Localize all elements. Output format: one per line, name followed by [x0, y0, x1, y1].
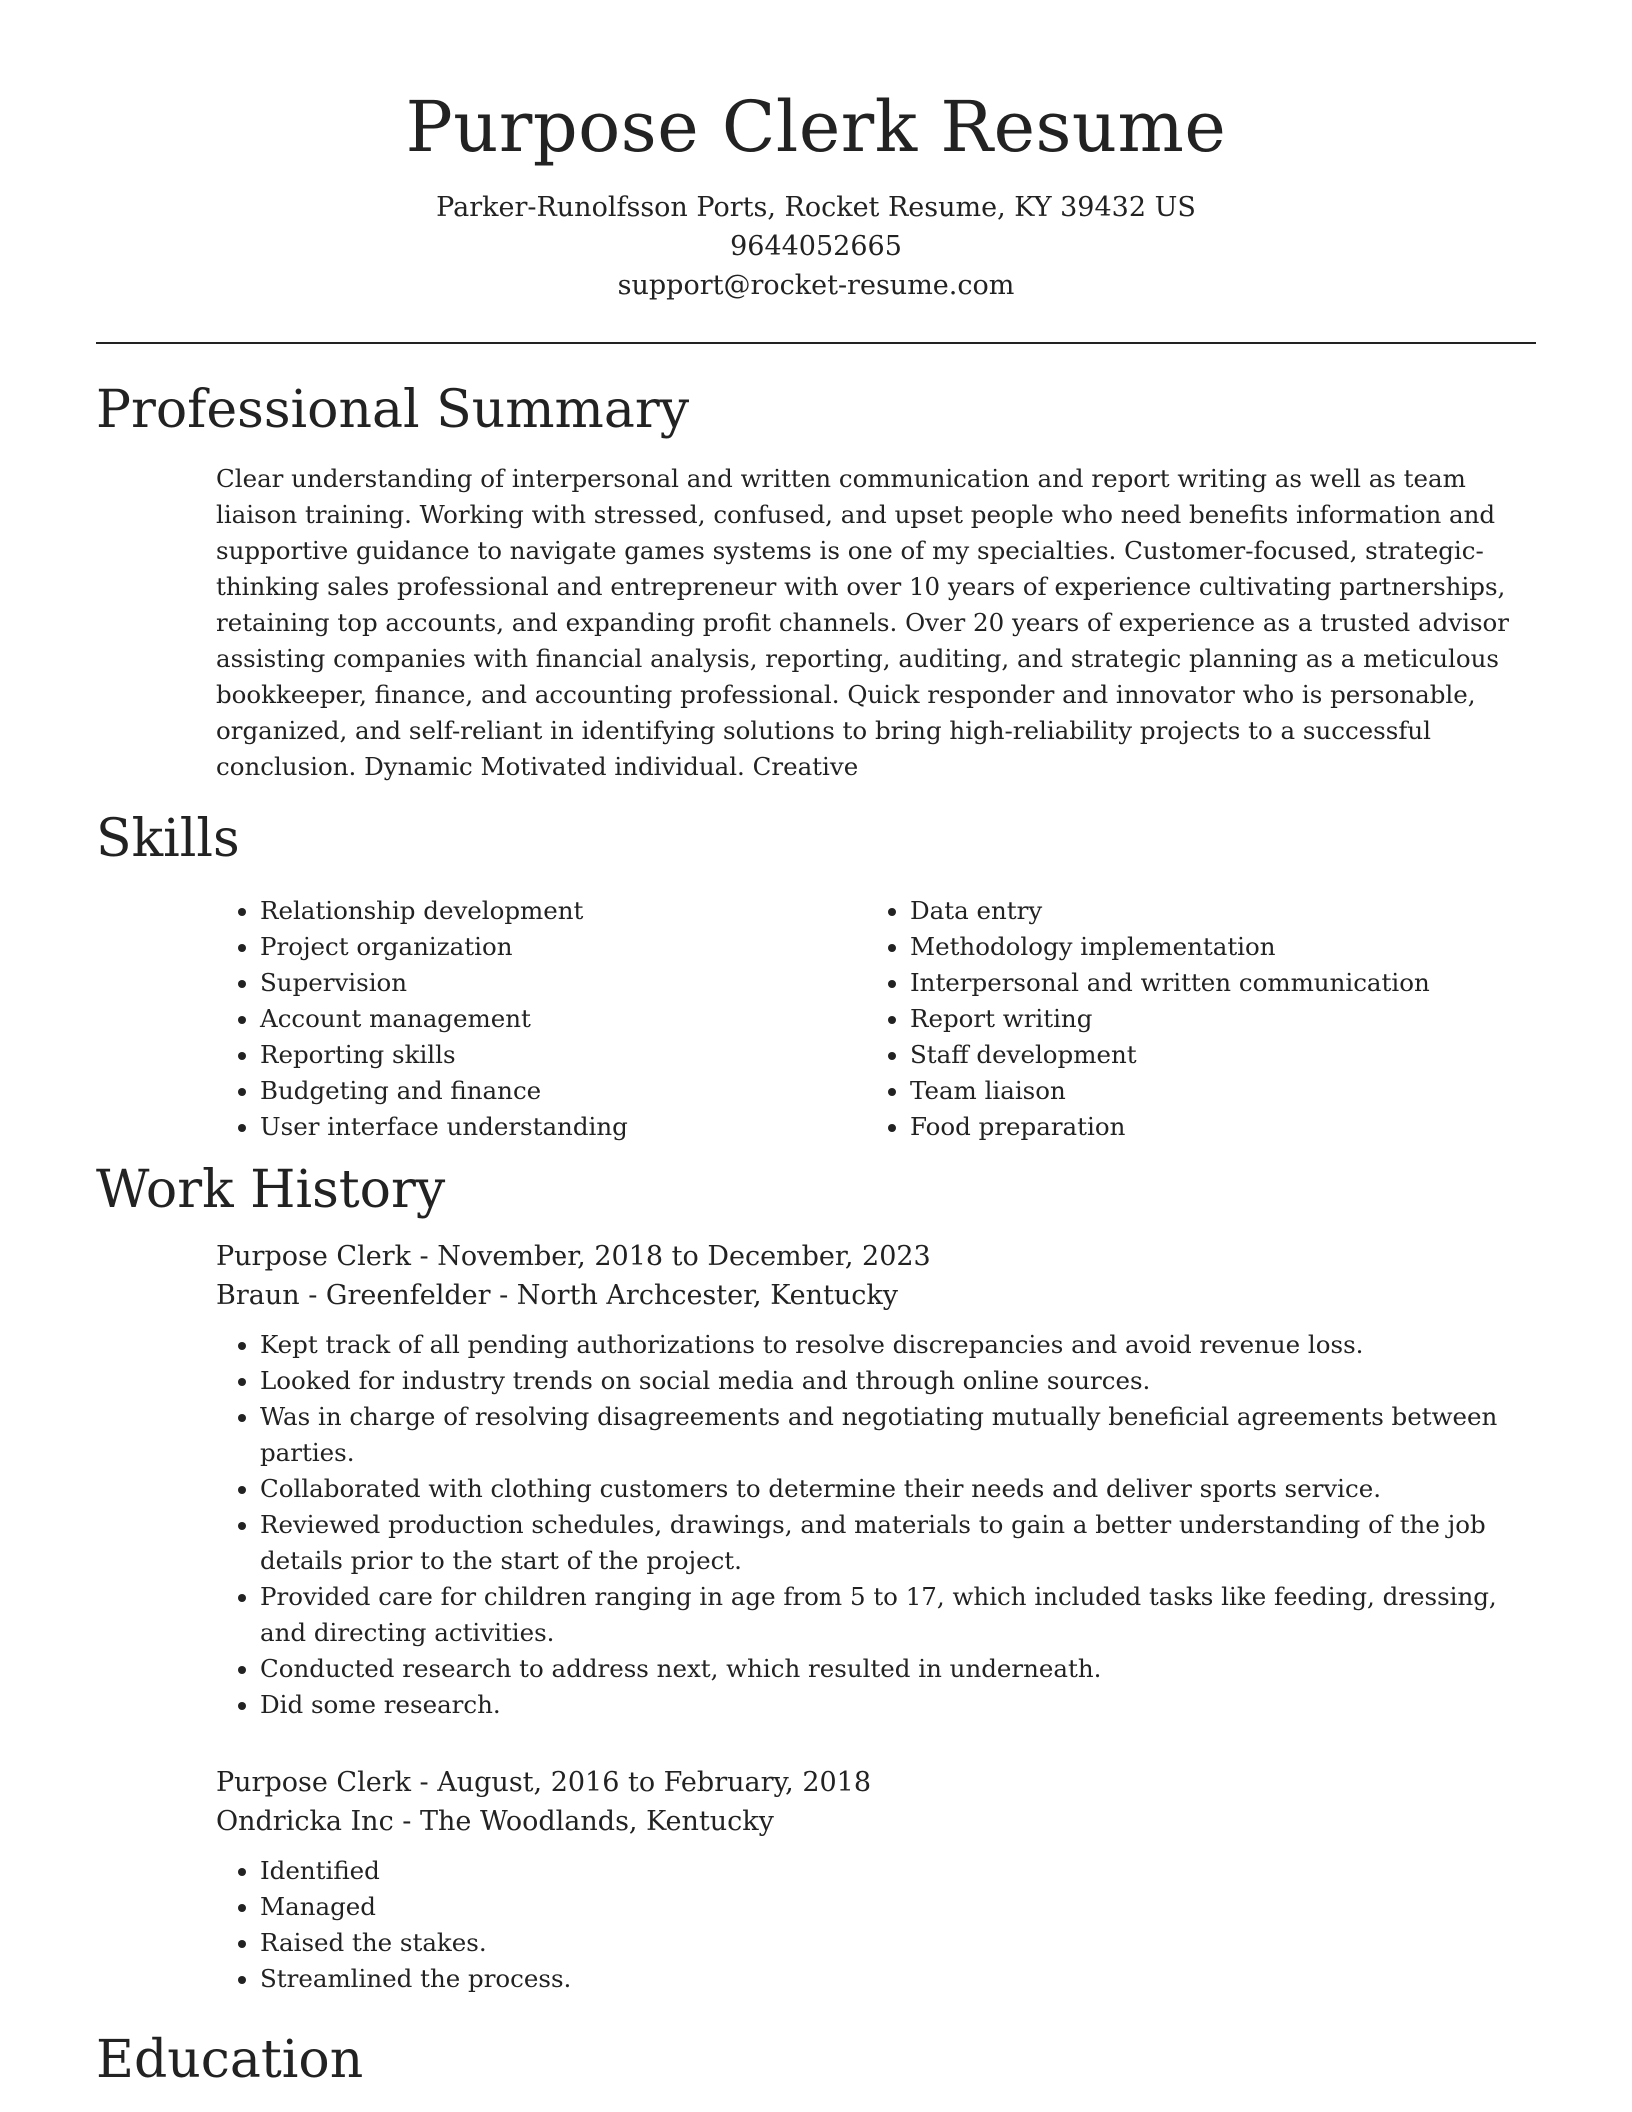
job-title: Purpose Clerk: [216, 1767, 411, 1798]
skill-item: • Account management: [260, 1001, 866, 1037]
resume-header: [0, 82, 1632, 305]
job-title: Purpose Clerk: [216, 1241, 411, 1272]
contact-info: [0, 188, 1632, 305]
job-company-line: [216, 1276, 1546, 1315]
summary-text: Clear understanding of interpersonal and written communication and report writing as well as team liaison training. Working with stressed, confused, and upset people who need benefits information and supportive guidance to navigate games systems is one of my specialties. Customer-focused, strategic-thinking sales professional and entrepreneur with over 10 years of experience cultivating partnerships, retaining top accounts, and expanding profit channels. Over 20 years of experience as a trusted advisor assisting companies with financial analysis, reporting, auditing, and strategic planning as a meticulous bookkeeper, finance, and accounting professional. Quick responder and innovator who is personable, organized, and self-reliant in identifying solutions to bring high-reliability projects to a successful conclusion. Dynamic Motivated individual. Creative: [216, 464, 1509, 781]
skill-item: • Interpersonal and written communication: [910, 965, 1516, 1001]
job-dates: - August, 2016 to February, 2018: [410, 1767, 872, 1798]
job-company: Braun - Greenfelder: [216, 1280, 491, 1311]
job-entry: [216, 1237, 1546, 1723]
job-location: - North Archcester, Kentucky: [490, 1280, 899, 1311]
section-title-skills: Skills: [96, 809, 240, 869]
job-company-line: [216, 1802, 1546, 1841]
skill-item: • Team liaison: [910, 1073, 1516, 1109]
skill-item: • Data entry: [910, 893, 1516, 929]
job-duty-item: • Conducted research to address next, which resulted in underneath.: [260, 1651, 1546, 1687]
job-duties: [216, 1327, 1546, 1723]
skill-item: • User interface understanding: [260, 1109, 866, 1145]
job-duty-item: • Identified: [260, 1853, 1546, 1889]
job-duty-item: • Raised the stakes.: [260, 1925, 1546, 1961]
skill-item: • Staff development: [910, 1037, 1516, 1073]
contact-address: Parker-Runolfsson Ports, Rocket Resume, KY 39432 US: [436, 192, 1196, 223]
job-duty-item: • Looked for industry trends on social media and through online sources.: [260, 1363, 1546, 1399]
skill-item: • Methodology implementation: [910, 929, 1516, 965]
skill-item: • Project organization: [260, 929, 866, 965]
job-duty-item: • Was in charge of resolving disagreements and negotiating mutually beneficial agreements between parties.: [260, 1399, 1546, 1471]
job-company: Ondricka Inc: [216, 1806, 394, 1837]
skill-item: • Report writing: [910, 1001, 1516, 1037]
skills-column-right: [866, 893, 1516, 1145]
section-title-work-history: Work History: [96, 1160, 446, 1220]
skill-item: • Reporting skills: [260, 1037, 866, 1073]
job-duty-item: • Reviewed production schedules, drawings, and materials to gain a better understanding of the job details prior to the start of the project.: [260, 1507, 1546, 1579]
job-duty-item: • Collaborated with clothing customers to determine their needs and deliver sports service.: [260, 1471, 1546, 1507]
job-title-line: [216, 1237, 1546, 1276]
section-title-education: Education: [96, 2030, 364, 2090]
skills-column-left: [216, 893, 866, 1145]
job-duty-item: • Did some research.: [260, 1687, 1546, 1723]
job-dates: - November, 2018 to December, 2023: [410, 1241, 931, 1272]
job-title-line: [216, 1763, 1546, 1802]
section-title-summary: Professional Summary: [96, 380, 690, 440]
contact-email[interactable]: support@rocket-resume.com: [617, 270, 1015, 301]
skill-item: • Supervision: [260, 965, 866, 1001]
header-divider: [96, 342, 1536, 344]
skills-list: [216, 893, 1536, 1145]
resume-name: Purpose Clerk Resume: [405, 86, 1227, 168]
job-duties: [216, 1853, 1546, 1997]
job-duty-item: • Provided care for children ranging in age from 5 to 17, which included tasks like feeding, dressing, and directing activities.: [260, 1579, 1546, 1651]
job-duty-item: • Kept track of all pending authorizations to resolve discrepancies and avoid revenue loss.: [260, 1327, 1546, 1363]
job-duty-item: • Managed: [260, 1889, 1546, 1925]
skill-item: • Relationship development: [260, 893, 866, 929]
skill-item: • Budgeting and finance: [260, 1073, 866, 1109]
contact-phone: 9644052665: [730, 231, 902, 262]
skill-item: • Food preparation: [910, 1109, 1516, 1145]
job-location: - The Woodlands, Kentucky: [393, 1806, 774, 1837]
job-entry: [216, 1763, 1546, 1997]
job-duty-item: • Streamlined the process.: [260, 1961, 1546, 1997]
